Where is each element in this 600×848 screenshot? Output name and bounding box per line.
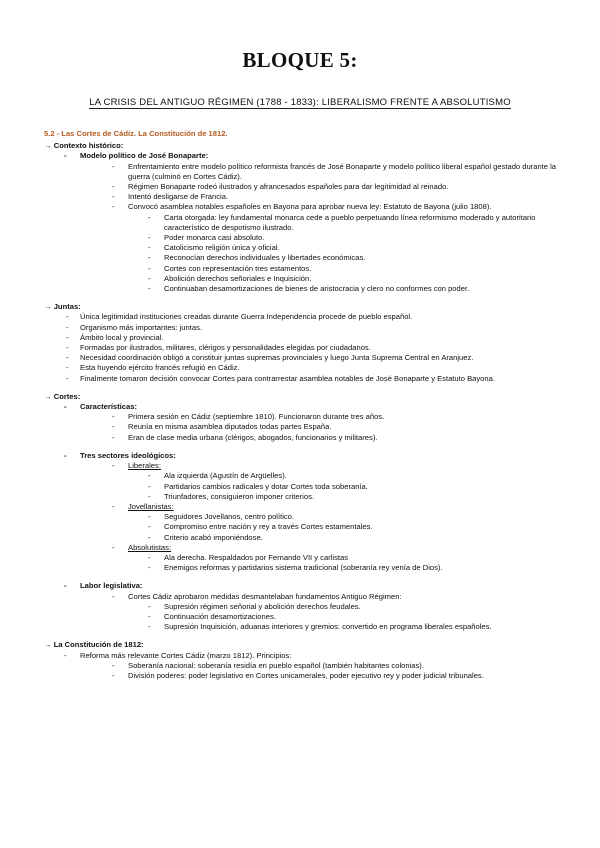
- list-item: - Régimen Bonaparte rodeó ilustrados y afrancesados españoles para dar legitimidad al reinado.: [44, 182, 564, 192]
- labor-list: [44, 581, 564, 632]
- list-item: - Abolición derechos señoriales e Inquisición.: [44, 274, 564, 284]
- list-item: - Cortes Cádiz aprobaron medidas desmantelaban fundamentos Antiguo Régimen:: [44, 592, 564, 602]
- list-item: - Única legitimidad instituciones creadas durante Guerra Independencia procede de pueblo español.: [44, 312, 564, 322]
- list-item: - Eran de clase media urbana (clérigos, abogados, funcionarios y militares).: [44, 433, 564, 443]
- list-item: - Seguidores Jovellanos, centro político.: [44, 512, 564, 522]
- list-item: - Cortes con representación tres estamentos.: [44, 264, 564, 274]
- list-item: - Carta otorgada: ley fundamental monarca cede a pueblo perpetuando línea reformismo moderado y autoritario característico de despotismo ilustrado.: [44, 213, 564, 233]
- contexto-heading: → Contexto histórico:: [44, 141, 124, 151]
- juntas-heading: → Juntas:: [44, 302, 81, 312]
- list-item: - Ámbito local y provincial.: [44, 333, 564, 343]
- jovellanistas-label: - Jovellanistas:: [44, 502, 564, 512]
- list-item: - Supresión régimen señorial y abolición derechos feudales.: [44, 602, 564, 612]
- sectores-list: [44, 451, 564, 573]
- list-item: - Reunía en misma asamblea diputados todas partes España.: [44, 422, 564, 432]
- cortes-heading: → Cortes:: [44, 391, 81, 401]
- document-body: [44, 129, 564, 681]
- list-item: - Necesidad coordinación obligó a constituir juntas supremas provinciales y luego Junta Suprema Central en Aranjuez.: [44, 353, 564, 363]
- absolutistas-label: - Absolutistas:: [44, 543, 564, 553]
- sectores-heading: - Tres sectores ideológicos:: [44, 451, 564, 461]
- page-title: BLOQUE 5:: [242, 48, 358, 72]
- list-item: - Reconocían derechos individuales y libertades económicas.: [44, 253, 564, 263]
- list-item: - Reforma más relevante Cortes Cádiz (marzo 1812). Principios:: [44, 651, 564, 661]
- list-item: - Supresión Inquisición, aduanas interiores y gremios: convertido en programa liberales españoles.: [44, 622, 564, 632]
- list-item: - Organismo más importantes: juntas.: [44, 323, 564, 333]
- list-item: - Convocó asamblea notables españoles en Bayona para aprobar nueva ley: Estatuto de Bayona (julio 1808).: [44, 202, 564, 212]
- juntas-list: [44, 312, 564, 383]
- labor-heading: - Labor legislativa:: [44, 581, 564, 591]
- list-item: - División poderes: poder legislativo en Cortes unicamerales, poder ejecutivo rey y poder judicial tribunales.: [44, 671, 564, 681]
- list-item: - Intentó desligarse de Francia.: [44, 192, 564, 202]
- list-item: - Poder monarca casi absoluto.: [44, 233, 564, 243]
- list-item: - Ala derecha. Respaldados por Fernando VII y carlistas: [44, 553, 564, 563]
- constitucion-list: [44, 651, 564, 682]
- list-item: - Enfrentamiento entre modelo político reformista francés de José Bonaparte y modelo político liberal español gestado durante la guerra (culminó en Cortes Cádiz).: [44, 162, 564, 182]
- contexto-list: [44, 151, 564, 294]
- list-item: - Triunfadores, consiguieron imponer criterios.: [44, 492, 564, 502]
- list-item: - Enemigos reformas y partidarios sistema tradicional (soberanía rey venía de Dios).: [44, 563, 564, 573]
- list-item: - Formadas por ilustrados, militares, clérigos y personalidades elegidas por ciudadanos.: [44, 343, 564, 353]
- caracteristicas-heading: - Características:: [44, 402, 564, 412]
- list-item: - Finalmente tomaron decisión convocar Cortes para contrarrestar asamblea notables de José Bonaparte y Estatuto Bayona.: [44, 374, 564, 384]
- list-item: - Esta huyendo ejército francés refugió en Cádiz.: [44, 363, 564, 373]
- modelo-heading: - Modelo político de José Bonaparte:: [44, 151, 564, 161]
- list-item: - Catolicismo religión única y oficial.: [44, 243, 564, 253]
- list-item: - Partidarios cambios radicales y dotar Cortes toda soberanía.: [44, 482, 564, 492]
- page-subtitle: [0, 97, 600, 108]
- subtitle-text: LA CRISIS DEL ANTIGUO RÉGIMEN (1788 - 1833): LIBERALISMO FRENTE A ABSOLUTISMO: [89, 97, 511, 108]
- list-item: - Compromiso entre nación y rey a través Cortes estamentales.: [44, 522, 564, 532]
- list-item: - Continuación desamortizaciones.: [44, 612, 564, 622]
- section-title: 5.2 - Las Cortes de Cádiz. La Constitución de 1812.: [44, 129, 228, 138]
- list-item: - Criterio acabó imponiéndose.: [44, 533, 564, 543]
- list-item: - Continuaban desamortizaciones de bienes de aristocracia y clero no conformes con poder.: [44, 284, 564, 294]
- constitucion-heading: → La Constitución de 1812:: [44, 640, 144, 650]
- list-item: - Primera sesión en Cádiz (septiembre 1810). Funcionaron durante tres años.: [44, 412, 564, 422]
- list-item: - Ala izquierda (Agustín de Argüelles).: [44, 471, 564, 481]
- liberales-label: - Liberales:: [44, 461, 564, 471]
- cortes-list: [44, 402, 564, 443]
- list-item: - Soberanía nacional: soberanía residía en pueblo español (también habitantes colonias).: [44, 661, 564, 671]
